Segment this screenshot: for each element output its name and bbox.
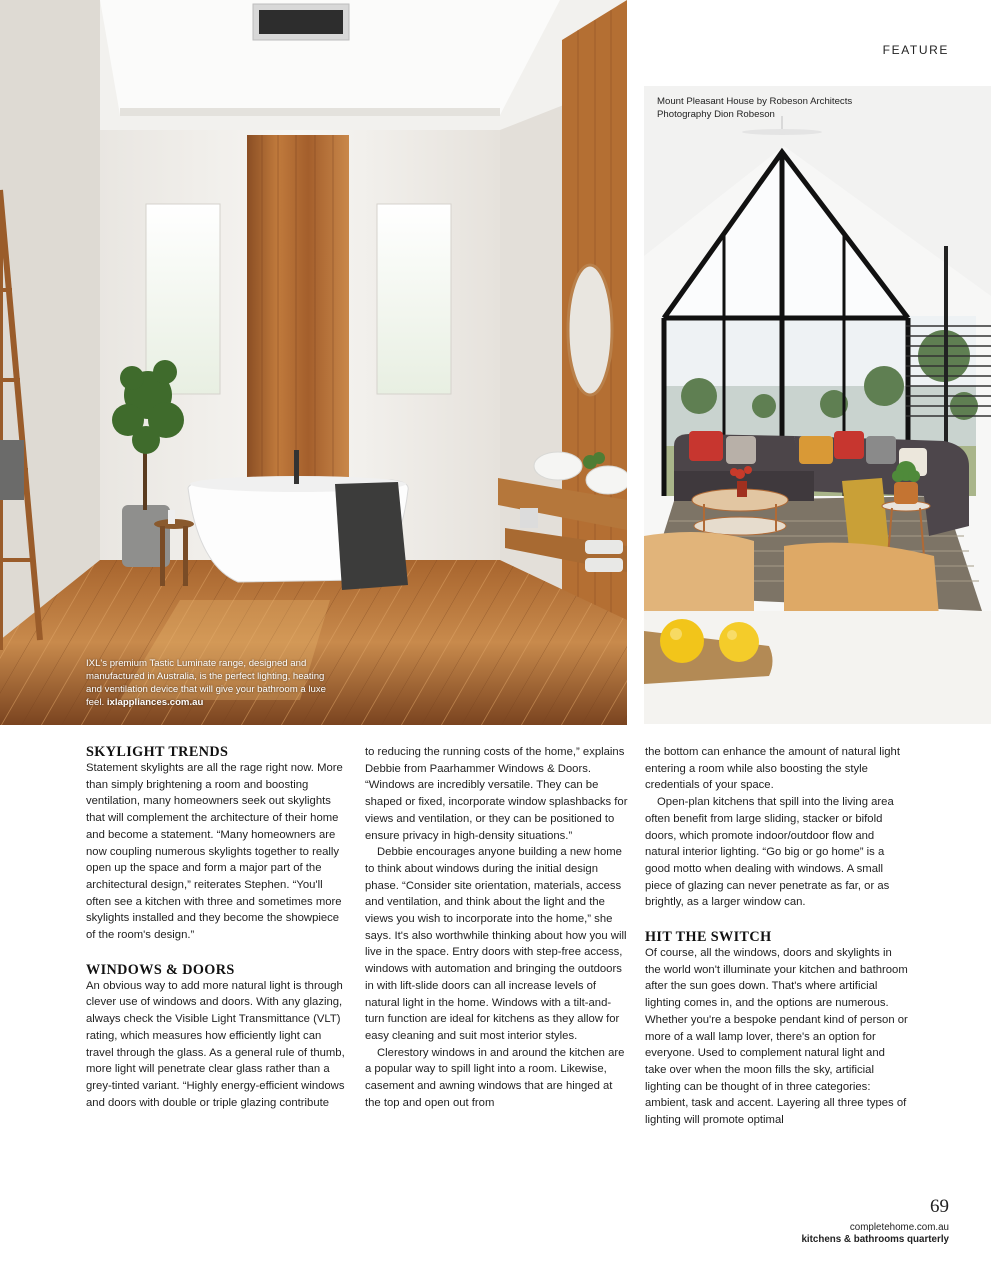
page-footer xyxy=(801,1196,949,1245)
paragraph: Debbie encourages anyone building a new home to think about windows during the initial design phase. “Consider site orientation, materials, access and ventilation, and think about the light and the views you wish to incorporate into the home,” she says. It's also worthwhile thinking about how you will live in the space. Entry doors with step-free access, windows with automation and bringing the outdoors in with lift-slide doors can all increase levels of natural light in the home. Windows with a tilt-and-turn function are ideal for kitchens as they allow for easy cleaning and suit most interior styles. xyxy=(365,846,627,1042)
living-room-illustration xyxy=(644,86,991,724)
paragraph: Clerestory windows in and around the kitchen are a popular way to spill light into a room. Likewise, casement and awning windows that are hinged at the top and open out from xyxy=(365,1046,625,1109)
heading-skylight-trends: SKYLIGHT TRENDS xyxy=(86,744,229,760)
article-column-3 xyxy=(645,744,909,1129)
paragraph: to reducing the running costs of the home,” explains Debbie from Paarhammer Windows & Doors. “Windows are incredibly versatile. They can be shaped or fixed, incorporate window splashbacks for views and ventilation, or they can be positioned to ensure privacy in high-density situations.” xyxy=(365,746,628,842)
living-room-photo-caption xyxy=(657,95,957,121)
caption-text: IXL's premium Tastic Luminate range, designed and manufactured in Australia, is the perfect lighting, heating and ventilation device that will give your bathroom a luxe feel. xyxy=(86,658,326,708)
article-column-2 xyxy=(365,744,629,1111)
paragraph: the bottom can enhance the amount of natural light entering a room while also boosting the style credentials of your space. xyxy=(645,746,900,792)
caption-line-project: Mount Pleasant House by Robeson Architects xyxy=(657,96,853,107)
caption-url[interactable]: ixlappliances.com.au xyxy=(106,697,204,708)
paragraph: Statement skylights are all the rage right now. More than simply brightening a room and boosting ventilation, many homeowners seek out skylights that will complement the architecture of their home and become a statement. “Many homeowners are now coupling numerous skylights together to really open up the space and form a major part of the architectural design,” reiterates Stephen. “You'll often see a kitchen with three and sometimes more skylights installed and they become the showpiece of the room's design.” xyxy=(86,762,343,942)
caption-line-credit: Photography Dion Robeson xyxy=(657,109,775,120)
bathroom-illustration xyxy=(0,0,627,725)
bathroom-photo-caption xyxy=(86,657,326,709)
heading-hit-the-switch: HIT THE SWITCH xyxy=(645,929,772,946)
section-label: FEATURE xyxy=(882,43,949,57)
heading-windows-doors: WINDOWS & DOORS xyxy=(86,961,235,978)
page-number: 69 xyxy=(930,1196,949,1217)
paragraph: Open-plan kitchens that spill into the living area often benefit from large sliding, stacker or bifold doors, which promote indoor/outdoor flow and natural interior lighting. “Go big or go home” is a good motto when dealing with windows. A small piece of glazing can never penetrate as far, or as brightly, as a larger window can. xyxy=(645,796,894,909)
paragraph: An obvious way to add more natural light is through clever use of windows and doors. With any glazing, always check the Visible Light Transmittance (VLT) rating, which measures how efficiently light can travel through the glass. As a general rule of thumb, more light will penetrate clear glass rather than a grey-tinted variant. “Highly energy-efficient windows and doors with double or triple glazing contribute xyxy=(86,979,345,1109)
article-column-1 xyxy=(86,744,350,1111)
bathroom-photo xyxy=(0,0,627,725)
magazine-name: kitchens & bathrooms quarterly xyxy=(801,1234,949,1245)
website-link[interactable]: completehome.com.au xyxy=(849,1222,949,1233)
living-room-photo xyxy=(644,86,991,724)
paragraph: Of course, all the windows, doors and skylights in the world won't illuminate your kitchen and bathroom after the sun goes down. That's where artificial lighting comes in, and the options are numerous. Whether you're a bespoke pendant kind of person or more of a wall lamp lover, there's an option for everyone. Used to complement natural light and take over when the moon fills the sky, artificial lighting can be thought of in three categories: ambient, task and accent. Layering all three types of lighting will promote optimal xyxy=(645,947,908,1127)
